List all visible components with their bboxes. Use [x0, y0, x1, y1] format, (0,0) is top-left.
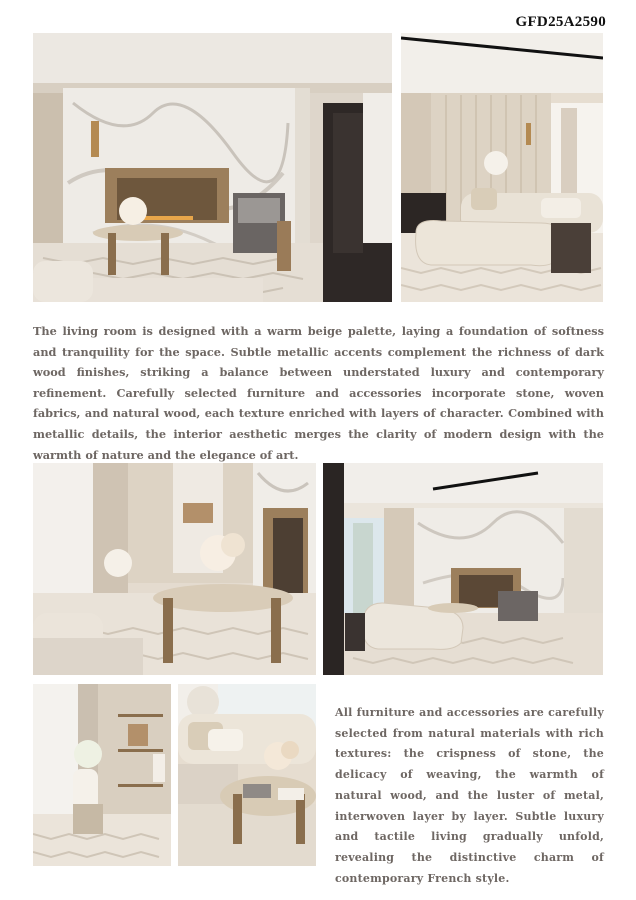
photo-shelf-corner [33, 684, 171, 866]
photo-living-room-fireplace [33, 33, 392, 302]
document-code: GFD25A2590 [515, 14, 606, 30]
intro-paragraph: The living room is designed with a warm beige palette, laying a foundation of softness and tranquility for the space. Subtle metallic accents complement the richness of dark wood finishes, striking a balance between understated luxury and contemporary refinement. Carefully selected furniture and accessories incorporate stone, woven fabrics, and natural wood, each texture enriched with layers of character. Combined with metallic details, the interior aesthetic merges the clarity of modern design with the warmth of nature and the elegance of art. [33, 324, 604, 462]
photo-sofa-detail [178, 684, 316, 866]
photo-coffee-table [33, 463, 316, 675]
materials-paragraph: All furniture and accessories are carefully selected from natural materials with rich textures: the crispness of stone, the delicacy of weaving, the warmth of natural wood, and the luster of metal, interwoven layer by layer. Subtle luxury and tactile living gradually unfold, revealing the distinctive charm of contemporary French style. [335, 706, 604, 885]
photo-wide-living-room [323, 463, 603, 675]
photo-lounge-chaise [401, 33, 603, 302]
